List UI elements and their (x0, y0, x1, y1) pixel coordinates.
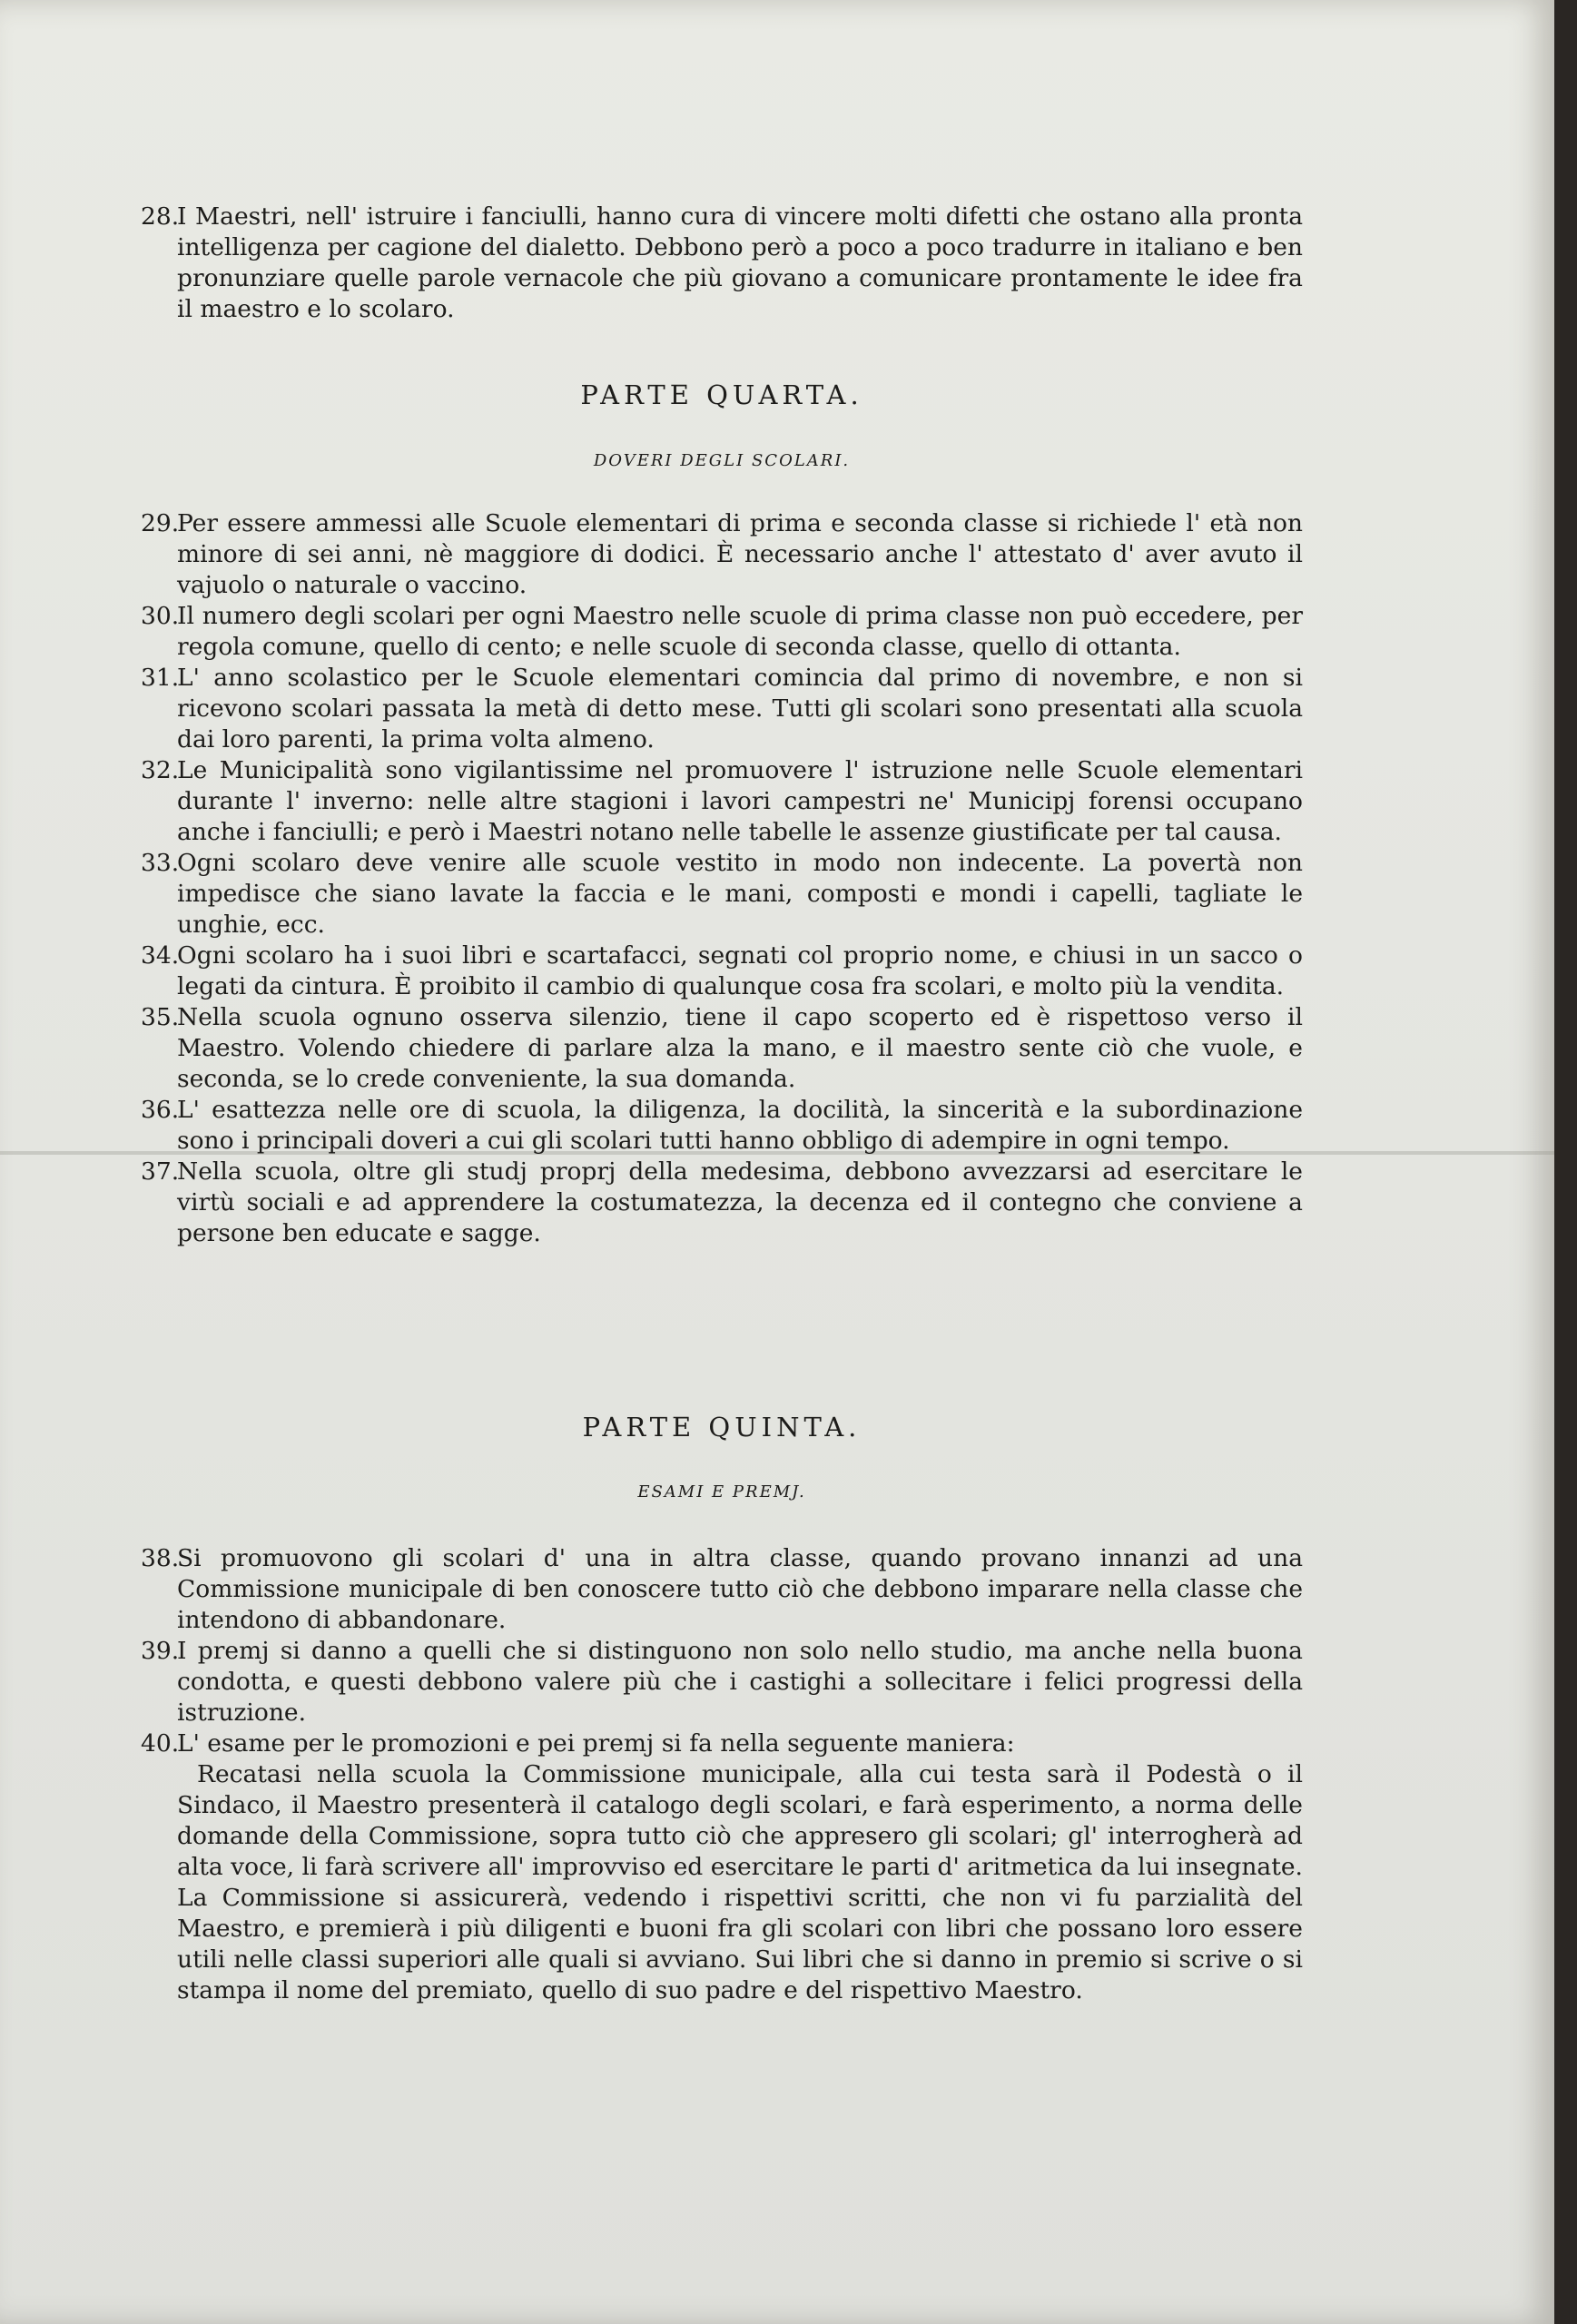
paragraph-number: 38. (141, 1544, 180, 1572)
paragraph-36 (141, 1095, 1303, 1157)
section-5-paragraphs (141, 1543, 1303, 2006)
paragraph-32 (141, 755, 1303, 848)
paragraph-30 (141, 601, 1303, 663)
paragraph-38 (141, 1543, 1303, 1636)
paragraph-text: Si promuovono gli scolari d' una in altra classe, quando provano innanzi ad una Commissione municipale di ben conoscere tutto ciò che debbono imparare nella classe che intendono di abbandonare. (177, 1544, 1303, 1634)
paragraph-number: 40. (141, 1729, 180, 1758)
paragraph-number: 37. (141, 1157, 180, 1186)
paragraph-text: L' esattezza nelle ore di scuola, la diligenza, la docilità, la sincerità e la subordinazione sono i principali doveri a cui gli scolari tutti hanno obbligo di adempire in ogni tempo. (177, 1096, 1303, 1155)
paragraph-text: L' esame per le promozioni e pei premj si fa nella seguente maniera: (177, 1729, 1015, 1758)
paragraph-text: I premj si danno a quelli che si distinguono non solo nello studio, ma anche nella buona condotta, e questi debbono valere più che i castighi a sollecitare i felici progressi della istruzione. (177, 1637, 1303, 1727)
paragraph-text: Nella scuola ognuno osserva silenzio, tiene il capo scoperto ed è rispettoso verso il Maestro. Volendo chiedere di parlare alza la mano, e il maestro sente ciò che vuole, e seconda, se lo crede conveniente, la sua domanda. (177, 1003, 1303, 1093)
paragraph-number: 31. (141, 664, 180, 692)
paragraph-number: 28. (141, 202, 180, 231)
paragraph-text: Il numero degli scolari per ogni Maestro nelle scuole di prima classe non può eccedere, per regola comune, quello di cento; e nelle scuole di seconda classe, quello di ottanta. (177, 602, 1303, 661)
paragraph-text: Ogni scolaro deve venire alle scuole vestito in modo non indecente. La povertà non impedisce che siano lavate la faccia e le mani, composti e mondi i capelli, tagliate le unghie, ecc. (177, 849, 1303, 939)
paragraph-28-block (141, 202, 1303, 325)
section-5-title: PARTE QUINTA. (582, 1412, 862, 1443)
section-4-title: PARTE QUARTA. (580, 379, 863, 410)
paragraph-text: Per essere ammessi alle Scuole elementari di prima e seconda classe si richiede l' età non minore di sei anni, nè maggiore di dodici. È necessario anche l' attestato d' aver avuto il vajuolo o naturale o vaccino. (177, 509, 1303, 599)
paragraph-number: 34. (141, 941, 180, 970)
section-4-paragraphs (141, 508, 1303, 1249)
paragraph-35 (141, 1002, 1303, 1095)
paragraph-37 (141, 1157, 1303, 1249)
section-5-subtitle: ESAMI E PREMJ. (637, 1482, 806, 1502)
paragraph-text: Nella scuola, oltre gli studj proprj della medesima, debbono avvezzarsi ad esercitare le virtù sociali e ad apprendere la costumatezza, la decenza ed il contegno che conviene a persone ben educate e sagge. (177, 1157, 1303, 1247)
section-4-subtitle: DOVERI DEGLI SCOLARI. (593, 451, 851, 470)
paragraph-39 (141, 1636, 1303, 1728)
paragraph-29 (141, 508, 1303, 601)
paragraph-40-body (141, 1759, 1303, 2006)
paragraph-34 (141, 940, 1303, 1002)
paragraph-31 (141, 663, 1303, 755)
paragraph-text: Ogni scolaro ha i suoi libri e scartafacci, segnati col proprio nome, e chiusi in un sacco o legati da cintura. È proibito il cambio di qualunque cosa fra scolari, e molto più la vendita. (177, 941, 1303, 1000)
paragraph-number: 36. (141, 1096, 180, 1124)
paragraph-number: 32. (141, 756, 180, 784)
paragraph-28 (141, 202, 1303, 325)
paragraph-text: Le Municipalità sono vigilantissime nel promuovere l' istruzione nelle Scuole elementari durante l' inverno: nelle altre stagioni i lavori campestri ne' Municipj forensi occupano anche i fanciulli; e però i Maestri notano nelle tabelle le assenze giustificate per tal causa. (177, 756, 1303, 846)
paragraph-40 (141, 1728, 1303, 1759)
paragraph-number: 39. (141, 1637, 180, 1665)
paragraph-33 (141, 848, 1303, 940)
paragraph-text: I Maestri, nell' istruire i fanciulli, hanno cura di vincere molti difetti che ostano alla pronta intelligenza per cagione del dialetto. Debbono però a poco a poco tradurre in italiano e ben pronunziare quelle parole vernacole che più giovano a comunicare prontamente le idee fra il maestro e lo scolaro. (177, 202, 1303, 323)
paragraph-text: L' anno scolastico per le Scuole elementari comincia dal primo di novembre, e non si ricevono scolari passata la metà di detto mese. Tutti gli scolari sono presentati alla scuola dai loro parenti, la prima volta almeno. (177, 664, 1303, 753)
paragraph-number: 30. (141, 602, 180, 630)
paragraph-text: Recatasi nella scuola la Commissione municipale, alla cui testa sarà il Podestà o il Sindaco, il Maestro presenterà il catalogo degli scolari, e farà esperimento, a norma delle domande della Commissione, sopra tutto ciò che appresero gli scolari; gl' interrogherà ad alta voce, li farà scrivere all' improvviso ed esercitare le parti d' aritmetica da lui insegnate. La Commissione si assicurerà, vedendo i rispettivi scritti, che non vi fu parzialità del Maestro, e premierà i più diligenti e buoni fra gli scolari con libri che possano loro essere utili nelle classi superiori alle quali si avviano. Sui libri che si danno in premio si scrive o si stampa il nome del premiato, quello di suo padre e del rispettivo Maestro. (177, 1760, 1303, 2004)
paragraph-number: 29. (141, 509, 180, 537)
paragraph-number: 35. (141, 1003, 180, 1031)
paragraph-number: 33. (141, 849, 180, 877)
